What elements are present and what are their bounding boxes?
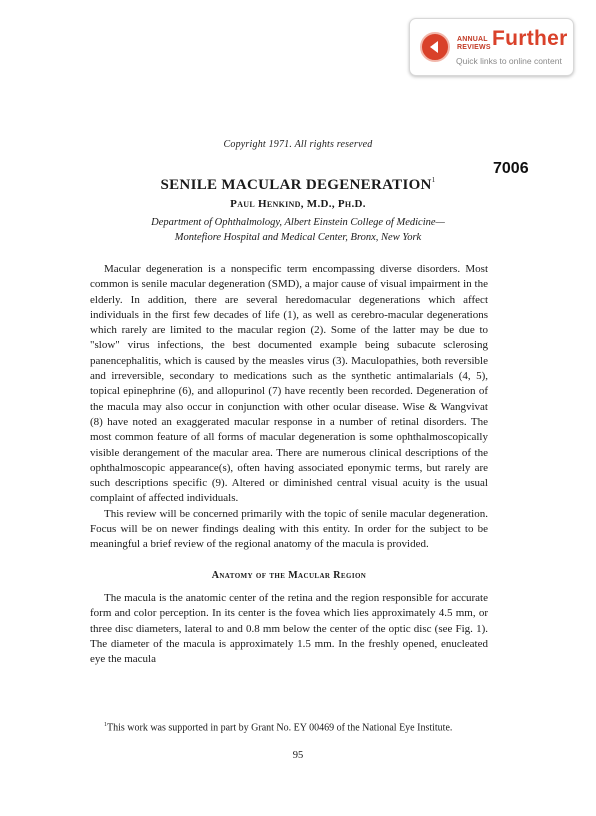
document-stamp: 7006 <box>493 160 529 177</box>
brand-line2: REVIEWS <box>457 44 491 51</box>
article-affiliation <box>0 215 596 245</box>
affiliation-line2: Montefiore Hospital and Medical Center, Bronx, New York <box>174 232 422 243</box>
footnote <box>90 718 488 735</box>
article-title-text: SENILE MACULAR DEGENERATION <box>160 177 432 193</box>
further-badge[interactable] <box>409 18 574 76</box>
affiliation-line1: Department of Ophthalmology, Albert Einstein College of Medicine— <box>151 217 445 228</box>
article-author: Paul Henkind, M.D., Ph.D. <box>230 198 366 210</box>
title-footnote-mark: 1 <box>431 176 436 184</box>
arrow-left-icon <box>420 32 450 62</box>
footnote-text: This work was supported in part by Grant No. EY 00469 of the National Eye Institute. <box>107 722 453 734</box>
page-number: 95 <box>292 750 304 761</box>
brand-line1: ANNUAL <box>457 36 488 43</box>
section-paragraph: The macula is the anatomic center of the retina and the region responsible for accurate form and color perception. In its center is the fovea which lies approximately 4.5 mm, or three disc diameters, lateral to and 0.8 mm below the center of the optic disc (see Fig. 1). The diameter of the macula is approximately 1.5 mm. In the freshly opened, enucleated eye the macula <box>90 591 488 666</box>
section-heading: Anatomy of the Macular Region <box>211 569 367 581</box>
article-title <box>0 177 596 194</box>
body-paragraph-2: This review will be concerned primarily with the topic of senile macular degeneration. Focus will be on newer findings dealing with this entity. In order for the subject to be meaningful a brief review of the regional anatomy of the macula is provided. <box>90 507 488 551</box>
further-title: Further <box>492 27 568 50</box>
article-body <box>90 262 488 667</box>
further-subtitle: Quick links to online content <box>456 56 562 66</box>
footnote-mark: 1 <box>104 722 107 728</box>
annual-reviews-logo <box>457 36 491 52</box>
body-paragraph-1: Macular degeneration is a nonspecific term encompassing diverse disorders. Most common is senile macular degeneration (SMD), a major cause of visual impairment in the elderly. In addition, there are several heredomacular degenerations which affect individuals in the first few decades of life (1), as well as cerebro-macular degenerations which rarely are limited to the macular region (2). Some of the latter may be due to "slow" virus infections, the best documented example being subacute sclerosing panencephalitis, which is caused by the measles virus (3). Maculopathies, both reversible and irreversible, secondary to medications such as the synthetic antimalarials (4, 5), topical epinephrine (6), and allopurinol (7) have recently been recorded. Degeneration of the macula may also occur in conjunction with other ocular disease. Wise & Wangvivat (8) have noted an exaggerated macular response in a number of retinal disorders. The most common feature of all forms of macular degeneration is some ophthalmoscopically visible derangement of the macular area. There are numerous clinical descriptions of the ophthalmoscopic appearance(s), often having associated eponymic terms, but rarely are such descriptions specific (9). Altered or diminished central visual acuity is the usual complaint of affected individuals. <box>90 263 488 505</box>
copyright-line: Copyright 1971. All rights reserved <box>223 139 373 150</box>
